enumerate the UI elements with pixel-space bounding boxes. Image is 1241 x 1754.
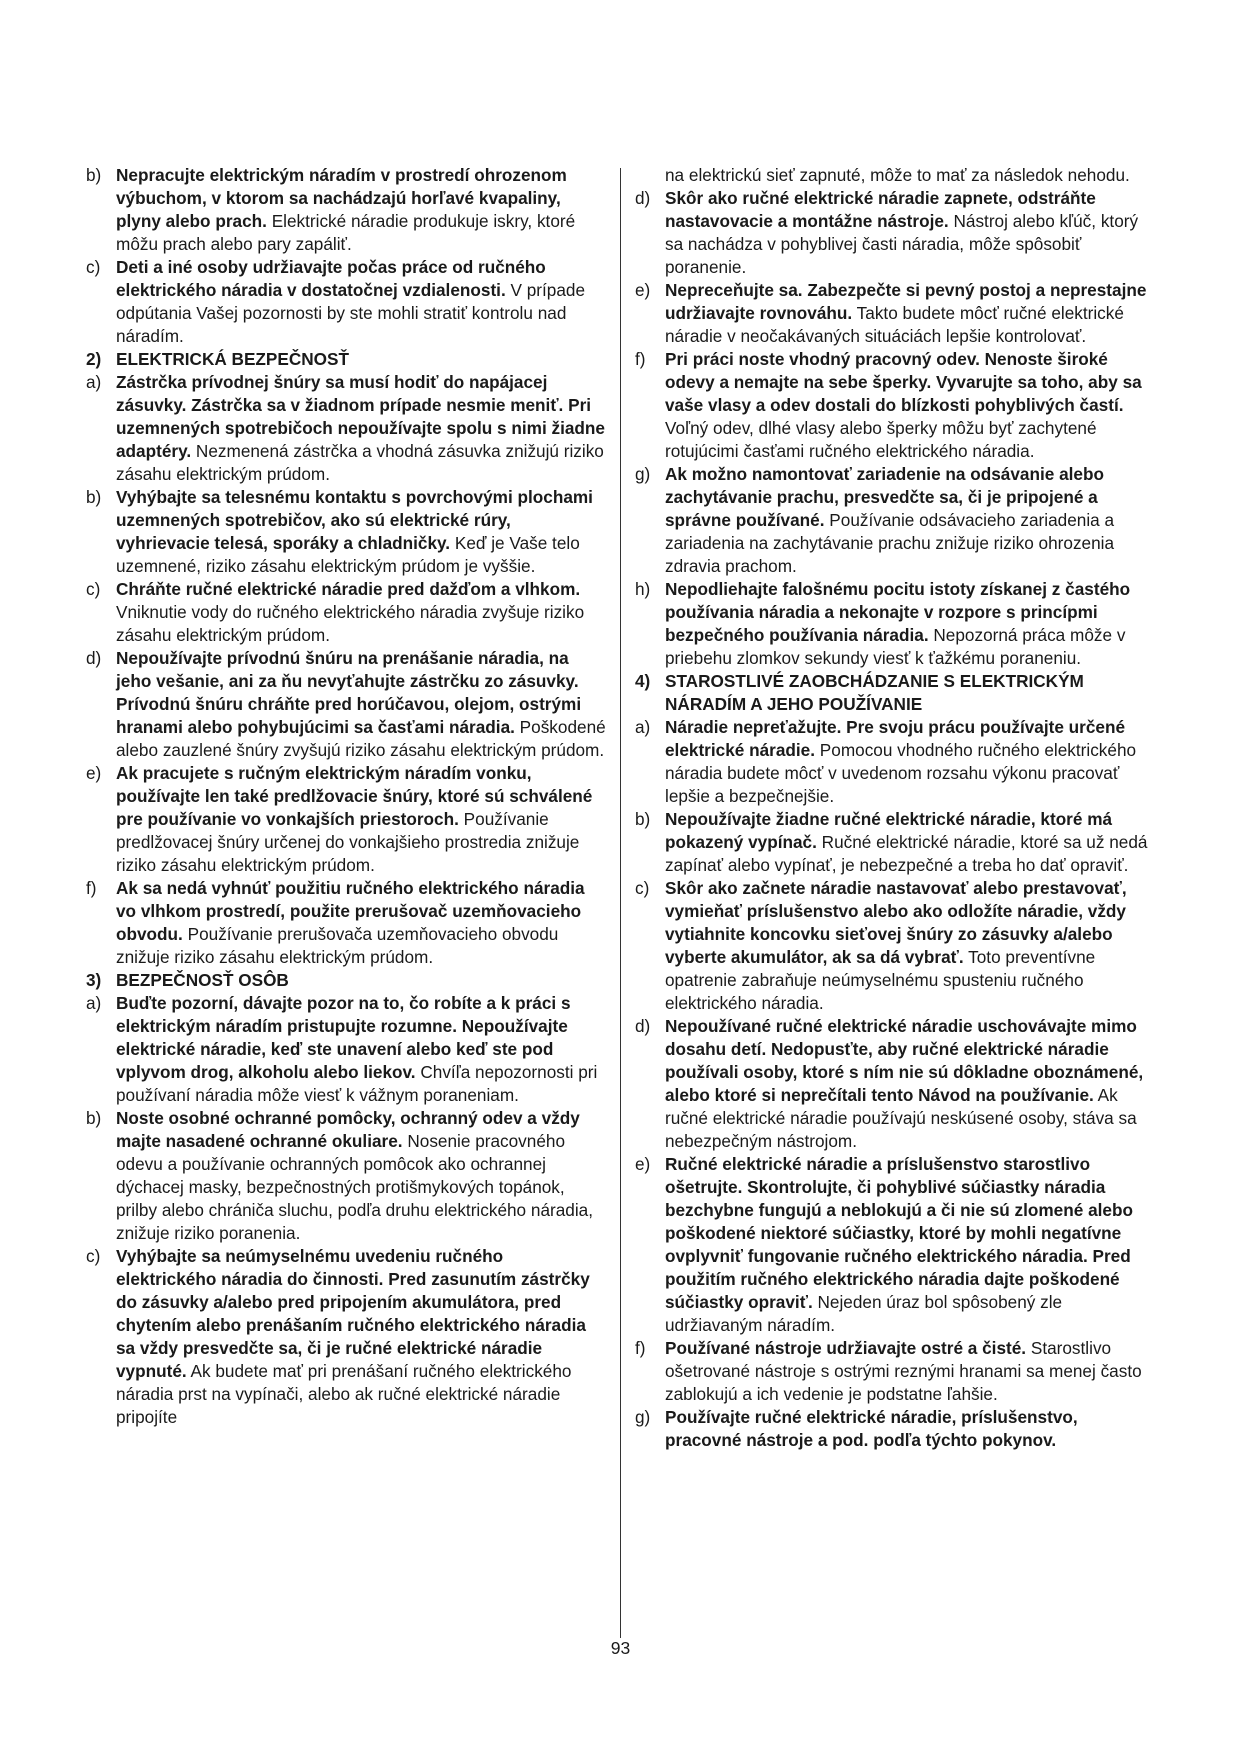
item-text: V prípade odpútania Vašej pozornosti by ste mohli stratiť kontrolu nad náradím. (116, 280, 586, 346)
item-letter: d) (86, 648, 102, 668)
item-bold-text: Nepoužívané ručné elektrické náradie uschovávajte mimo dosahu detí. Nedopusťte, aby ručné elektrické náradie používali osoby, ktoré s ním nie sú dôkladne oboznámené, alebo ktoré si neprečítali tento Návod na používanie. (665, 1016, 1144, 1105)
item-text: Takto budete môcť ručné elektrické náradie v neočakávaných situáciách lepšie kontrolovať. (665, 303, 1124, 346)
item-bold-text: Používané nástroje udržiavajte ostré a čisté. (665, 1338, 1027, 1358)
section-number: 4) (635, 671, 651, 691)
item-letter: c) (86, 257, 101, 277)
list-item (86, 578, 608, 647)
list-item (635, 1406, 1157, 1452)
continued-text (635, 164, 1157, 187)
item-letter: f) (635, 1338, 646, 1358)
item-bold-text: Nepreceňujte sa. Zabezpečte si pevný postoj a neprestajne udržiavajte rovnováhu. (665, 280, 1147, 323)
item-bold-text: Zástrčka prívodnej šnúry sa musí hodiť do napájacej zásuvky. Zástrčka sa v žiadnom prípade nesmie meniť. Pri uzemnených spotrebičoch nepoužívajte spolu s nimi žiadne adaptéry. (116, 372, 605, 461)
item-text: Starostlivo ošetrované nástroje s ostrými reznými hranami sa menej často zablokujú a ich vedenie je podstatne ľahšie. (665, 1338, 1142, 1404)
item-text: Pomocou vhodného ručného elektrického náradia budete môcť v uvedenom rozsahu výkonu pracovať lepšie a bezpečnejšie. (665, 740, 1137, 806)
list-item (635, 578, 1157, 670)
item-letter: e) (635, 1154, 651, 1174)
item-bold-text: Ak možno namontovať zariadenie na odsávanie alebo zachytávanie prachu, presvedčte sa, či je pripojené a správne používané. (665, 464, 1104, 530)
item-bold-text: Ručné elektrické náradie a príslušenstvo starostlivo ošetrujte. Skontrolujte, či pohyblivé súčiastky náradia bezchybne fungujú a neblokujú a či nie sú zlomené alebo poškodené niektoré súčiastky, ktoré by mohli negatívne ovplyvniť fungovanie ručného elektrického náradia. Pred použitím ručného elektrického náradia dajte poškodené súčiastky opraviť. (665, 1154, 1133, 1312)
item-letter: g) (635, 464, 651, 484)
item-bold-text: Náradie nepreťažujte. Pre svoju prácu používajte určené elektrické náradie. (665, 717, 1126, 760)
item-bold-text: Noste osobné ochranné pomôcky, ochranný odev a vždy majte nasadené ochranné okuliare. (116, 1108, 580, 1151)
item-text: Poškodené alebo zauzlené šnúry zvyšujú riziko zásahu elektrickým prúdom. (116, 717, 606, 760)
item-bold-text: Pri práci noste vhodný pracovný odev. Nenoste široké odevy a nemajte na sebe šperky. Vyvarujte sa toho, aby sa vaše vlasy a odev dostali do blízkosti pohyblivých častí. (665, 349, 1142, 415)
item-text: Ak budete mať pri prenášaní ručného elektrického náradia prst na vypínači, alebo ak ručné elektrické náradie pripojíte (116, 1361, 572, 1427)
item-text: Voľný odev, dlhé vlasy alebo šperky môžu byť zachytené rotujúcimi časťami ručného elektrického náradia. (665, 418, 1097, 461)
item-letter: e) (86, 763, 102, 783)
item-bold-text: Ak pracujete s ručným elektrickým náradím vonku, používajte len také predlžovacie šnúry, ktoré sú schválené pre používanie vo vonkajších priestoroch. (116, 763, 593, 829)
item-letter: d) (635, 1016, 651, 1036)
list-item (86, 256, 608, 348)
item-text: Keď je Vaše telo uzemnené, riziko zásahu elektrickým prúdom je vyššie. (116, 533, 580, 576)
list-item (635, 1337, 1157, 1406)
item-bold-text: Nepodliehajte falošnému pocitu istoty získanej z častého používania náradia a nekonajte v rozpore s princípmi bezpečného používania náradia. (665, 579, 1131, 645)
section-title: STAROSTLIVÉ ZAOBCHÁDZANIE S ELEKTRICKÝM NÁRADÍM A JEHO POUŽÍVANIE (665, 671, 1084, 714)
page-number: 93 (610, 1638, 631, 1658)
item-text: Nezmenená zástrčka a vhodná zásuvka znižujú riziko zásahu elektrickým prúdom. (116, 441, 604, 484)
item-text: Chvíľa nepozornosti pri používaní náradia môže viesť k vážnym poraneniam. (116, 1062, 598, 1105)
left-column (86, 164, 608, 1429)
list-item (635, 1015, 1157, 1153)
item-letter: b) (86, 1108, 102, 1128)
list-item (86, 164, 608, 256)
item-letter: g) (635, 1407, 651, 1427)
item-letter: e) (635, 280, 651, 300)
item-text: Nosenie pracovného odevu a používanie ochranných pomôcok ako ochrannej dýchacej masky, bezpečnostných protišmykových topánok, prilby alebo chrániča sluchu, podľa druhu elektrického náradia, znižuje riziko poranenia. (116, 1131, 594, 1243)
section-heading (86, 969, 608, 992)
item-letter: h) (635, 579, 651, 599)
list-item (635, 716, 1157, 808)
item-text: Toto preventívne opatrenie zabraňuje neúmyselnému spusteniu ručného elektrického náradia. (665, 947, 1096, 1013)
list-item (86, 647, 608, 762)
item-bold-text: Chráňte ručné elektrické náradie pred dažďom a vlhkom. (116, 579, 581, 599)
list-item (86, 1107, 608, 1245)
item-text: na elektrickú sieť zapnuté, môže to mať za následok nehodu. (665, 165, 1130, 185)
item-letter: c) (86, 579, 101, 599)
item-text: Vniknutie vody do ručného elektrického náradia zvyšuje riziko zásahu elektrickým prúdom. (116, 602, 585, 645)
list-item (635, 348, 1157, 463)
item-bold-text: Deti a iné osoby udržiavajte počas práce od ručného elektrického náradia v dostatočnej vzdialenosti. (116, 257, 546, 300)
item-text: Ak ručné elektrické náradie používajú neskúsené osoby, stáva sa nebezpečným nástrojom. (665, 1085, 1137, 1151)
item-bold-text: Skôr ako ručné elektrické náradie zapnete, odstráňte nastavovacie a montážne nástroje. (665, 188, 1096, 231)
item-letter: c) (86, 1246, 101, 1266)
list-item (635, 187, 1157, 279)
list-item (86, 992, 608, 1107)
list-item (635, 463, 1157, 578)
list-item (86, 371, 608, 486)
item-bold-text: Nepoužívajte žiadne ručné elektrické náradie, ktoré má pokazený vypínač. (665, 809, 1113, 852)
item-text: Používanie predlžovacej šnúry určenej do vonkajšieho prostredia znižuje riziko zásahu elektrickým prúdom. (116, 809, 580, 875)
section-title: BEZPEČNOSŤ OSÔB (116, 970, 289, 990)
item-letter: b) (86, 487, 102, 507)
list-item (86, 486, 608, 578)
column-divider (620, 168, 621, 1638)
right-column (635, 164, 1157, 1452)
list-item (635, 1153, 1157, 1337)
item-bold-text: Nepoužívajte prívodnú šnúru na prenášanie náradia, na jeho vešanie, ani za ňu nevyťahujte zástrčku zo zásuvky. Prívodnú šnúru chráňte pred horúčavou, olejom, ostrými hranami alebo pohybujúcimi sa časťami náradia. (116, 648, 582, 737)
item-letter: b) (86, 165, 102, 185)
section-number: 2) (86, 349, 102, 369)
item-text: Používanie odsávacieho zariadenia a zariadenia na zachytávanie prachu znižuje riziko ohrozenia zdravia prachom. (665, 510, 1115, 576)
list-item (635, 808, 1157, 877)
item-letter: d) (635, 188, 651, 208)
item-letter: f) (86, 878, 97, 898)
list-item (635, 877, 1157, 1015)
list-item (86, 1245, 608, 1429)
item-letter: b) (635, 809, 651, 829)
section-heading (635, 670, 1157, 716)
item-text: Nepozorná práca môže v priebehu zlomkov sekundy viesť k ťažkému poraneniu. (665, 625, 1126, 668)
item-bold-text: Vyhýbajte sa telesnému kontaktu s povrchovými plochami uzemnených spotrebičov, ako sú elektrické rúry, vyhrievacie telesá, sporáky a chladničky. (116, 487, 593, 553)
item-bold-text: Používajte ručné elektrické náradie, príslušenstvo, pracovné nástroje a pod. podľa týchto pokynov. (665, 1407, 1078, 1450)
item-bold-text: Vyhýbajte sa neúmyselnému uvedeniu ručného elektrického náradia do činnosti. Pred zasunutím zástrčky do zásuvky a/alebo pred pripojením akumulátora, pred chytením alebo prenášaním ručného elektrického náradia sa vždy presvedčte sa, či je ručné elektrické náradie vypnuté. (116, 1246, 590, 1381)
item-letter: a) (635, 717, 651, 737)
item-bold-text: Buďte pozorní, dávajte pozor na to, čo robíte a k práci s elektrickým náradím pristupujte rozumne. Nepoužívajte elektrické náradie, keď ste unavení alebo keď ste pod vplyvom drog, alkoholu alebo liekov. (116, 993, 571, 1082)
item-letter: a) (86, 993, 102, 1013)
item-letter: c) (635, 878, 650, 898)
list-item (635, 279, 1157, 348)
item-bold-text: Nepracujte elektrickým náradím v prostredí ohrozenom výbuchom, v ktorom sa nachádzajú horľavé kvapaliny, plyny alebo prach. (116, 165, 567, 231)
list-item (86, 762, 608, 877)
item-text: Nástroj alebo kľúč, ktorý sa nachádza v pohyblivej časti náradia, môže spôsobiť poranenie. (665, 211, 1139, 277)
list-item (86, 877, 608, 969)
item-letter: a) (86, 372, 102, 392)
item-bold-text: Ak sa nedá vyhnúť použitiu ručného elektrického náradia vo vlhkom prostredí, použite prerušovač uzemňovacieho obvodu. (116, 878, 585, 944)
section-number: 3) (86, 970, 102, 990)
item-letter: f) (635, 349, 646, 369)
item-bold-text: Skôr ako začnete náradie nastavovať alebo prestavovať, vymieňať príslušenstvo alebo ako odložíte náradie, vždy vytiahnite koncovku sieťovej šnúry zo zásuvky a/alebo vyberte akumulátor, ak sa dá vybrať. (665, 878, 1127, 967)
item-text: Ručné elektrické náradie, ktoré sa už nedá zapínať alebo vypínať, je nebezpečné a treba ho dať opraviť. (665, 832, 1148, 875)
section-heading (86, 348, 608, 371)
section-title: ELEKTRICKÁ BEZPEČNOSŤ (116, 349, 349, 369)
item-text: Nejeden úraz bol spôsobený zle udržiavaným náradím. (665, 1292, 1063, 1335)
item-text: Používanie prerušovača uzemňovacieho obvodu znižuje riziko zásahu elektrickým prúdom. (116, 924, 559, 967)
item-text: Elektrické náradie produkuje iskry, ktoré môžu prach alebo pary zapáliť. (116, 211, 576, 254)
